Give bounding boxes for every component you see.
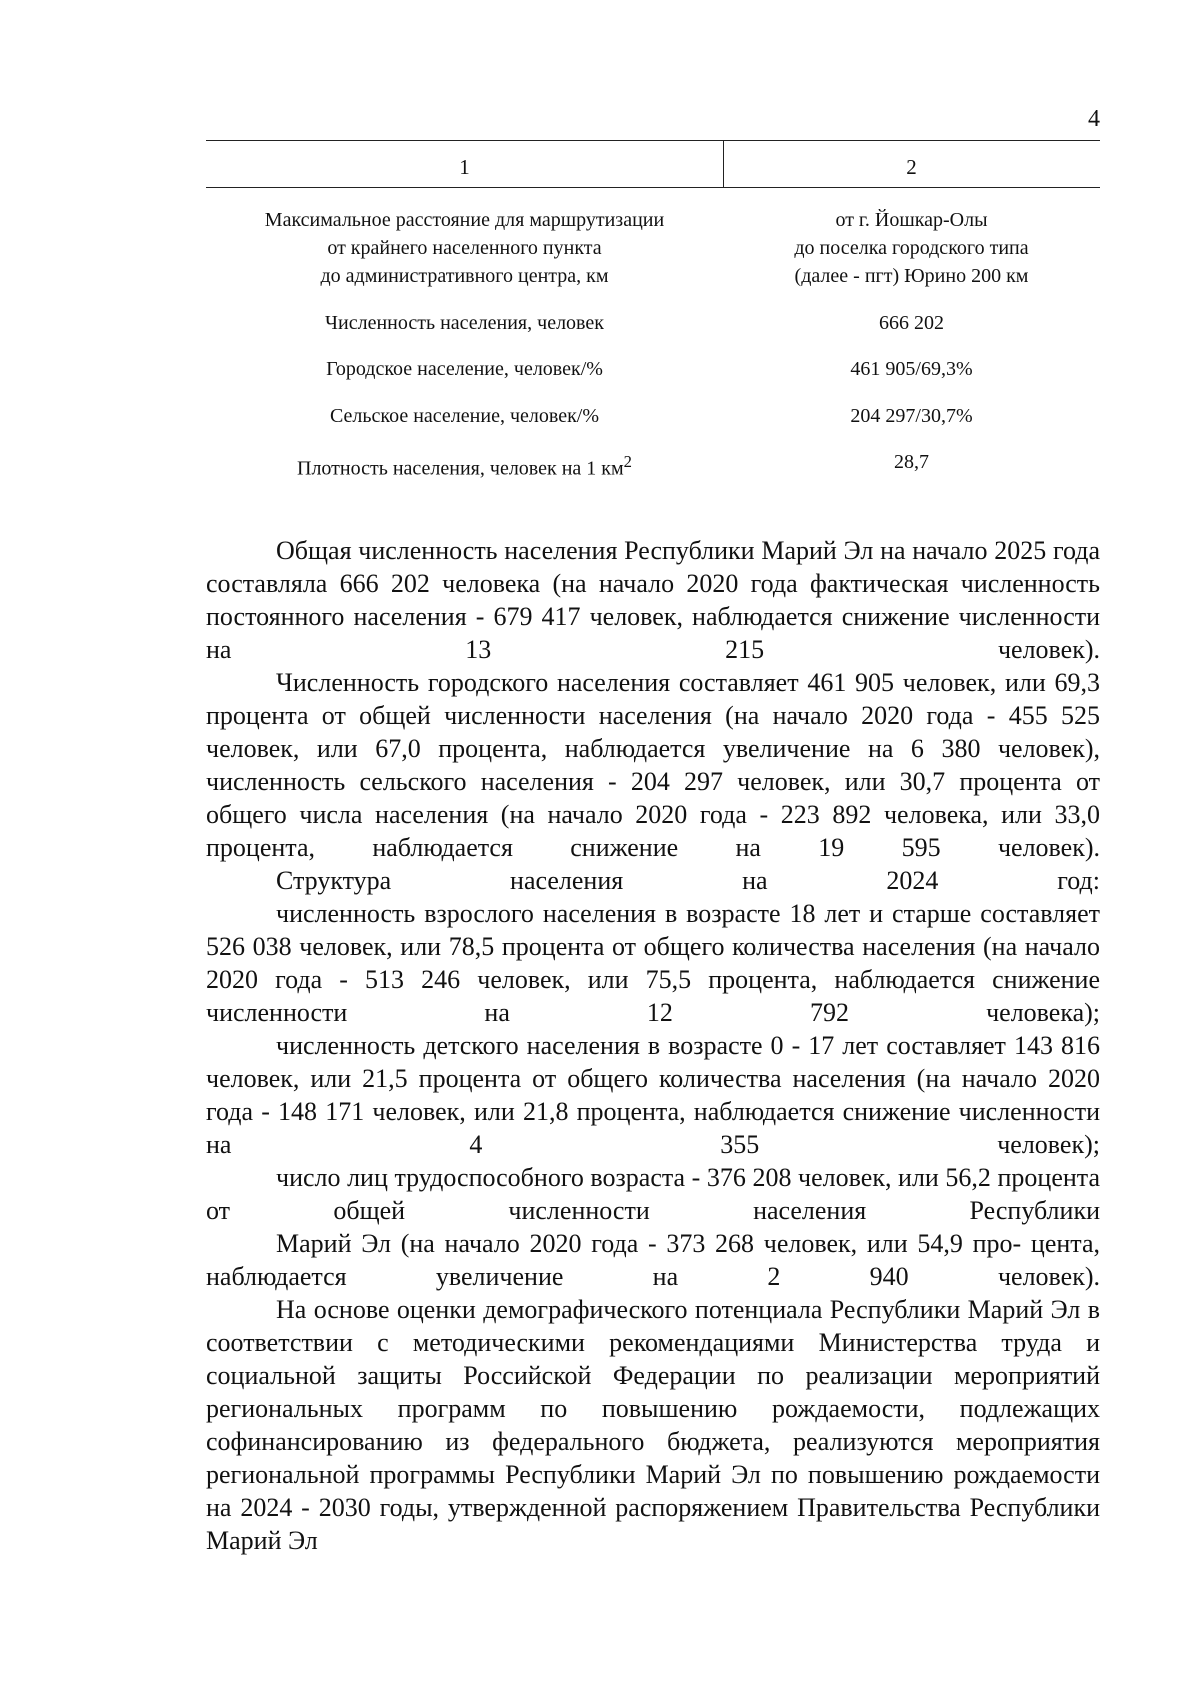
square-superscript: 2: [623, 452, 632, 471]
text-line: на 19 595 человек).: [735, 833, 1101, 862]
text-line: 2025 года составляла 666 202 человека (на начало 2020 года фактическая: [206, 536, 1101, 598]
value-line: от г. Йошкар-Олы: [835, 209, 988, 231]
paragraph: [206, 1161, 1100, 1227]
row-label: [206, 448, 723, 483]
text-line: по реализации мероприятий региональных программ по повышению: [206, 1361, 1101, 1423]
label-line: до административного центра, км: [320, 265, 609, 287]
text-line: Республики Марий Эл по повышению рождаемости на 2024 - 2030 годы,: [206, 1460, 1100, 1522]
text-line: утвержденной распоряжением Правительства Республики Марий Эл: [206, 1493, 1101, 1555]
text-line: 223 892 человека, или 33,0 процента, наблюдается снижение: [206, 800, 1101, 862]
text-line: наблюдается снижение численности на 12 792 человека);: [206, 965, 1101, 1027]
column-number-2: 2: [906, 155, 917, 179]
text-line: населения (на начало 2020 года - 513 246 человек, или 75,5 процента,: [206, 932, 1101, 994]
value-line: до поселка городского типа: [794, 237, 1029, 259]
density-label: Плотность населения, человек на 1 км: [297, 457, 624, 480]
table-top-rule: [206, 140, 1100, 141]
text-line: бюджета, реализуются мероприятия региональной программы: [206, 1427, 1100, 1489]
row-value: [723, 206, 1100, 290]
text-line: Марий Эл (на начало 2020 года - 373 268 человек, или 54,9 про-: [276, 1229, 1022, 1258]
text-line: 2020 года - 455 525 человек, или 67,0 процента, наблюдается увеличение: [206, 701, 1100, 763]
value-line: (далее - пгт) Юрино 200 км: [794, 265, 1029, 287]
paragraph: [206, 1029, 1100, 1161]
text-line: Общая численность населения Республики Марий Эл на начало: [276, 536, 988, 565]
text-line: (на начало 2020 года - 148 171 человек, или 21,8 процента, наблюдается: [206, 1064, 1100, 1126]
column-number-1: 1: [459, 155, 470, 179]
paragraph: [206, 1293, 1100, 1557]
text-line: численность взрослого населения в возрасте 18 лет и старше: [276, 899, 972, 928]
paragraph: [206, 897, 1100, 1029]
paragraph: [206, 534, 1100, 666]
text-line: число лиц трудоспособного возраста - 376 208 человек,: [276, 1163, 892, 1192]
text-line: На основе оценки демографического потенциала Республики: [276, 1295, 961, 1324]
text-line: составляет 526 038 человек, или 78,5 процента от общего количества: [206, 899, 1100, 961]
paragraph: [206, 666, 1100, 864]
text-line: численность постоянного населения - 679 417 человек, наблюдается: [206, 569, 1100, 631]
row-value: 666 202: [879, 312, 944, 334]
paragraph: [206, 864, 1100, 897]
row-value: 204 297/30,7%: [850, 405, 973, 427]
text-line: цента, наблюдается увеличение на 2 940 человек).: [206, 1229, 1100, 1291]
text-line: Численность городского населения составляет 461 905 человек,: [276, 668, 997, 697]
table-header-rule: [206, 187, 1100, 188]
text-line: численность детского населения в возрасте 0 - 17 лет составляет: [276, 1031, 1006, 1060]
row-label: Сельское население, человек/%: [329, 405, 600, 427]
paragraph: [206, 1227, 1100, 1293]
row-label: Городское население, человек/%: [326, 358, 603, 380]
text-line: снижение численности на 4 355 человек);: [206, 1097, 1101, 1159]
text-line: или 30,7 процента от общего числа населения (на начало 2020 года -: [206, 767, 1101, 829]
text-line: Марий Эл в соответствии с методическими рекомендациями: [206, 1295, 1101, 1357]
body-text: [206, 534, 1100, 1557]
text-line: Структура населения на 2024 год:: [276, 866, 1100, 895]
text-line: на 6 380 человек), численность сельского населения - 204 297 человек,: [206, 734, 1101, 796]
row-label: Численность населения, человек: [325, 312, 604, 334]
text-line: снижение численности на 13 215 человек).: [206, 602, 1101, 664]
label-line: Максимальное расстояние для маршрутизации: [264, 209, 665, 231]
row-label: [206, 206, 723, 290]
text-line: или 56,2 процента от общей численности населения Республики: [206, 1163, 1100, 1225]
row-value: 461 905/69,3%: [850, 358, 973, 380]
text-line: или 69,3 процента от общей численности населения (на начало: [206, 668, 1100, 730]
row-value: 28,7: [894, 451, 929, 473]
text-line: 143 816 человек, или 21,5 процента от общего количества населения: [206, 1031, 1101, 1093]
page-number: 4: [1088, 106, 1100, 132]
text-line: Министерства труда и социальной защиты Российской Федерации: [206, 1328, 1101, 1390]
text-line: рождаемости, подлежащих софинансированию из федерального: [206, 1394, 1101, 1456]
label-line: от крайнего населенного пункта: [327, 237, 602, 259]
